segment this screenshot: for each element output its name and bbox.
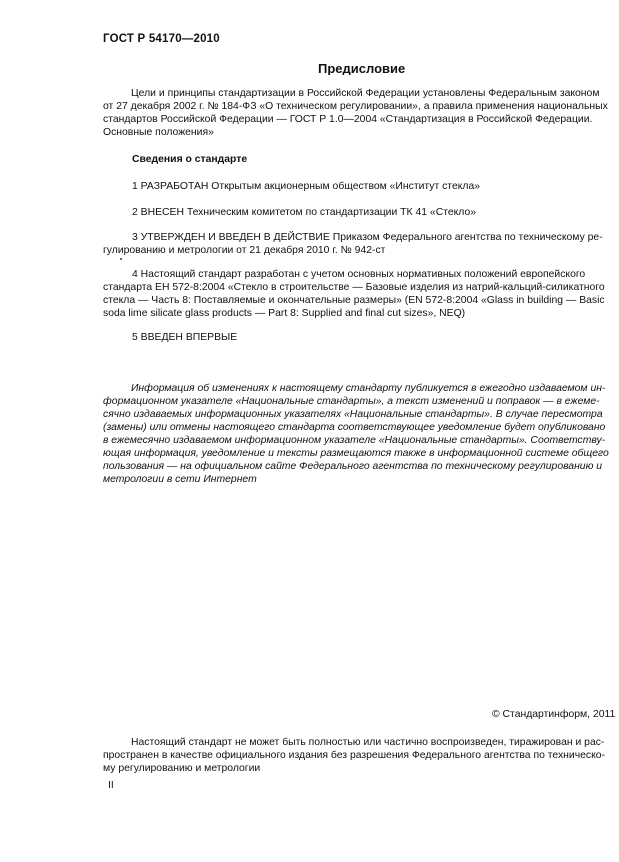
- notice-line: (замены) или отмены настоящего стандарта соответствующее уведомление будет опубликовано: [103, 422, 606, 433]
- intro-line: Цели и принципы стандартизации в Российской Федерации установлены Федеральным законом: [131, 88, 600, 99]
- page-number: II: [108, 780, 114, 791]
- notice-line: сячно издаваемых информационных указателях «Национальные стандарты». В случае пересмотра: [103, 409, 603, 420]
- item-4-line: стандарта ЕН 572-8:2004 «Стекло в строительстве — Базовые изделия из натрий-кальций-силикатного: [103, 282, 605, 293]
- notice-line: Информация об изменениях к настоящему стандарту публикуется в ежегодно издаваемом ин-: [131, 383, 606, 394]
- footer-line: му регулированию и метрологии: [103, 763, 261, 774]
- footer-line: Настоящий стандарт не может быть полностью или частично воспроизведен, тиражирован и рас-: [131, 737, 605, 748]
- stray-dot: [120, 258, 122, 260]
- item-4-line: 4 Настоящий стандарт разработан с учетом основных нормативных положений европейского: [132, 269, 586, 280]
- item-1: 1 РАЗРАБОТАН Открытым акционерным обществом «Институт стекла»: [132, 181, 481, 192]
- copyright: © Стандартинформ, 2011: [492, 709, 616, 720]
- item-5: 5 ВВЕДЕН ВПЕРВЫЕ: [132, 332, 238, 343]
- standard-id-header: ГОСТ Р 54170—2010: [103, 33, 220, 45]
- item-4-line: soda lime silicate glass products — Part 8: Supplied and final cut sizes», NEQ): [103, 308, 466, 319]
- item-3-line: гулированию и метрологии от 21 декабря 2010 г. № 942-ст: [103, 245, 386, 256]
- item-2: 2 ВНЕСЕН Техническим комитетом по стандартизации ТК 41 «Стекло»: [132, 207, 477, 218]
- page-title: Предисловие: [318, 62, 406, 75]
- notice-line: в ежемесячно издаваемом информационном указателе «Национальные стандарты». Соответству-: [103, 435, 606, 446]
- notice-line: метрологии в сети Интернет: [103, 474, 257, 485]
- intro-line: от 27 декабря 2002 г. № 184-ФЗ «О техническом регулировании», а правила применения национальных: [103, 101, 608, 112]
- intro-line: стандартов Российской Федерации — ГОСТ Р 1.0—2004 «Стандартизация в Российской Федерации.: [103, 114, 593, 125]
- item-3-line: 3 УТВЕРЖДЕН И ВВЕДЕН В ДЕЙСТВИЕ Приказом Федерального агентства по техническому ре-: [132, 232, 603, 243]
- notice-line: пользования — на официальном сайте Федерального агентства по техническому регулированию и: [103, 461, 603, 472]
- notice-line: формационном указателе «Национальные стандарты», а текст изменений и поправок — в ежеме-: [103, 396, 600, 407]
- footer-line: пространен в качестве официального издания без разрешения Федерального агентства по техническо-: [103, 750, 605, 761]
- notice-line: ющая информация, уведомление и тексты размещаются также в информационной системе общего: [103, 448, 609, 459]
- intro-line: Основные положения»: [103, 127, 214, 138]
- about-heading: Сведения о стандарте: [132, 154, 248, 165]
- item-4-line: стекла — Часть 8: Поставляемые и окончательные размеры» (EN 572-8:2004 «Glass in building — Basic: [103, 295, 605, 306]
